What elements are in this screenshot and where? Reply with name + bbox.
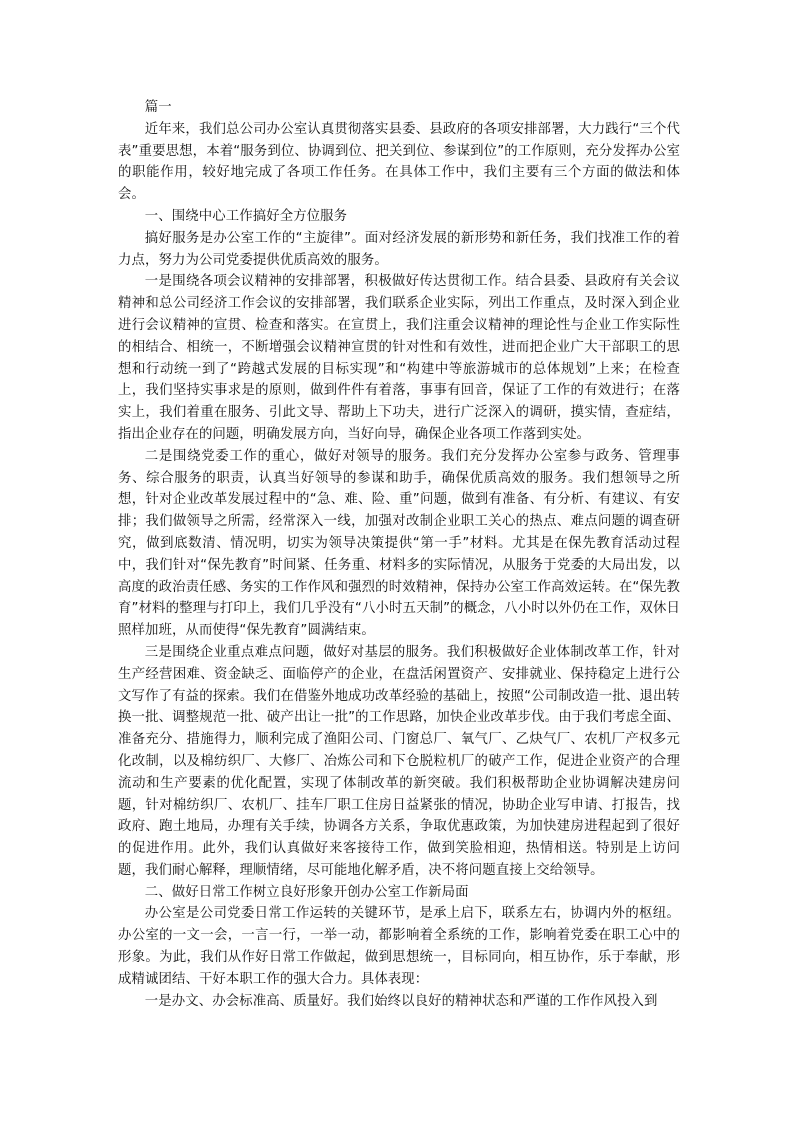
paragraph: 一是办文、办会标准高、质量好。我们始终以良好的精神状态和严谨的工作作风投入到 [144,993,658,1009]
paragraph: 一是围绕各项会议精神的安排部署，积极做好传达贯彻工作。结合县委、县政府有关会议精神和总公司经济工作会议的安排部署，我们联系企业实际，列出工作重点，及时深入到企业进行会议精神的宣贯、检查和落实。在宣贯上，我们注重会议精神的理论性与企业工作实际性的相结合、相统一，不断增强会议精神宣贯的针对性和有效性，进而把企业广大干部职工的思想和行动统一到了“跨越式发展的目标实现”和“构建中等旅游城市的总体规划”上来；在检查上，我们坚持实事求是的原则，做到件件有着落，事事有回音，保证了工作的有效进行；在落实上，我们着重在服务、引此文导、帮助上下功夫，进行广泛深入的调研，摸实情，查症结，指出企业存在的问题，明确发展方向，当好向导，确保企业各项工作落到实处。 [118,274,680,442]
document-body [118,97,680,1012]
heading-two: 二、做好日常工作树立良好形象开创办公室工作新局面 [144,884,469,900]
paragraph: 二是围绕党委工作的重心，做好对领导的服务。我们充分发挥办公室参与政务、管理事务、综合服务的职责，认真当好领导的参谋和助手，确保优质高效的服务。我们想领导之所想，针对企业改革发展过程中的“急、难、险、重”问题，做到有准备、有分析、有建议、有安排；我们做领导之所需，经常深入一线，加强对改制企业职工关心的热点、难点问题的调查研究，做到底数清、情况明，切实为领导决策提供“第一手”材料。尤其是在保先教育活动过程中，我们针对“保先教育”时间紧、任务重、材料多的实际情况，从服务于党委的大局出发，以高度的政治责任感、务实的工作作风和强烈的时效精神，保持办公室工作高效运转。在“保先教育”材料的整理与打印上，我们几乎没有“八小时五天制”的概念，八小时以外仍在工作，双休日照样加班，从而使得“保先教育”圆满结束。 [118,448,680,639]
heading-one: 一、围绕中心工作搞好全方位服务 [144,208,348,224]
section-title: 篇一 [144,100,172,115]
paragraph-intro: 近年来，我们总公司办公室认真贯彻落实县委、县政府的各项安排部署，大力践行“三个代表”重要思想，本着“服务到位、协调到位、把关到位、参谋到位”的工作原则，充分发挥办公室的职能作用，较好地完成了各项工作任务。在具体工作中，我们主要有三个方面的做法和体会。 [118,121,680,203]
paragraph: 搞好服务是办公室工作的“主旋律”。面对经济发展的新形势和新任务，我们找准工作的着力点，努力为公司党委提供优质高效的服务。 [118,230,680,268]
paragraph: 办公室是公司党委日常工作运转的关键环节，是承上启下，联系左右，协调内外的枢纽。办公室的一文一会，一言一行，一举一动，都影响着全系统的工作，影响着党委在职工心中的形象。为此，我们从作好日常工作做起，做到思想统一，目标同向，相互协作，乐于奉献，形成精诚团结、干好本职工作的强大合力。具体表现： [118,906,680,987]
paragraph: 三是围绕企业重点难点问题，做好对基层的服务。我们积极做好企业体制改革工作，针对生产经营困难、资金缺乏、面临停产的企业，在盘活闲置资产、安排就业、保持稳定上进行公文写作了有益的探索。我们在借鉴外地成功改革经验的基础上，按照“公司制改造一批、退出转换一批、调整规范一批、破产出让一批”的工作思路，加快企业改革步伐。由于我们考虑全面、准备充分、措施得力，顺利完成了渔阳公司、门窗总厂、氧气厂、乙炔气厂、农机厂产权多元化改制，以及棉纺织厂、大修厂、冶炼公司和下仓脱粒机厂的破产工作，促进企业资产的合理流动和生产要素的优化配置，实现了体制改革的新突破。我们积极帮助企业协调解决建房问题，针对棉纺织厂、农机厂、挂车厂职工住房日益紧张的情况，协助企业写申请、打报告，找政府、跑土地局，办理有关手续，协调各方关系，争取优惠政策，为加快建房进程起到了很好的促进作用。此外，我们认真做好来客接待工作，做到笑脸相迎，热情相送。特别是上访问题，我们耐心解释，理顺情绪，尽可能地化解矛盾，决不将问题直接上交给领导。 [118,644,680,878]
